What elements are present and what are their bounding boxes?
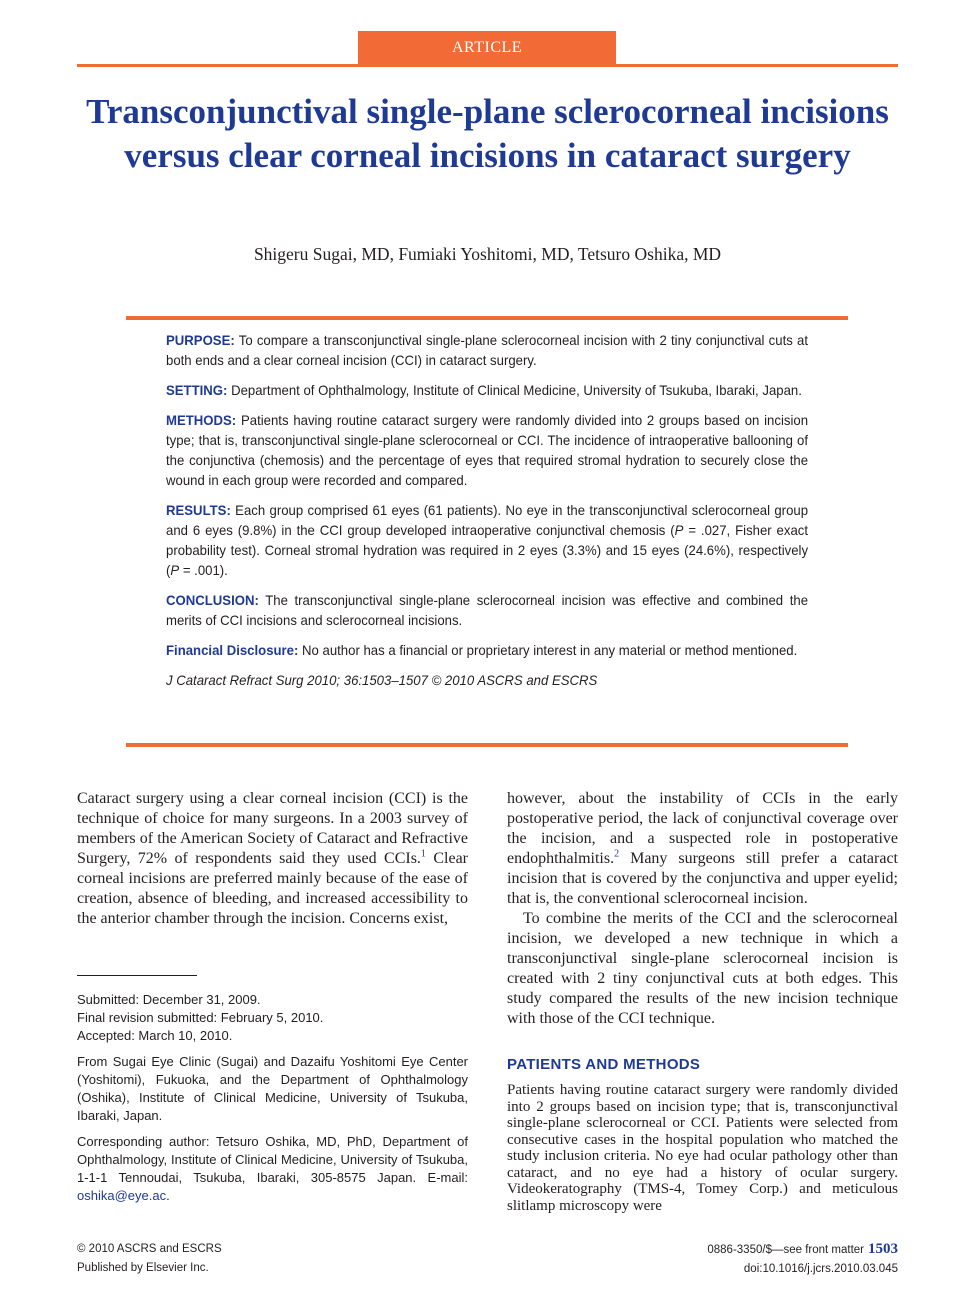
setting-text: Department of Ophthalmology, Institute of Clinical Medicine, University of Tsukuba, Ibaraki, Japan. — [231, 382, 802, 398]
abstract-purpose — [166, 330, 808, 370]
results-text-1: Each group comprised 61 eyes (61 patients). No eye in the transconjunctival sclerocorneal group and 6 eyes (9.8%) in the CCI group developed intraoperative conjunctival chemosis ( — [166, 502, 809, 538]
results-text-2: = .027, Fisher exact probability test). Corneal stromal hydration was required in 2 eyes (3.3%) and 15 eyes (24.6%), respectively ( — [166, 522, 809, 578]
affiliation-note: From Sugai Eye Clinic (Sugai) and Dazaifu Yoshitomi Eye Center (Yoshitomi), Fukuoka, and the Department of Ophthalmology (Oshika), Institute of Clinical Medicine, University of Tsukuba, Ibaraki, Japan. — [77, 1054, 468, 1123]
corresponding-author — [77, 1133, 468, 1205]
email-suffix: . — [166, 1188, 170, 1203]
methods-text: Patients having routine cataract surgery were randomly divided into 2 groups based on incision type; that is, transconjunctival single-plane sclerocorneal or CCI. The incidence of intraoperative ballooning of the conjunctiva (chemosis) and the percentage of eyes that required stromal hydration to securely close the wound in each group were recorded and compared. — [166, 412, 809, 488]
intro-continued — [507, 789, 898, 909]
disclosure-label: Financial Disclosure: — [166, 642, 299, 658]
abstract-conclusion — [166, 590, 808, 630]
footnotes — [77, 991, 468, 1205]
methods-label: METHODS: — [166, 412, 237, 428]
purpose-label: PURPOSE: — [166, 332, 235, 348]
footer-right — [707, 1240, 898, 1279]
abstract-bottom-rule — [126, 743, 848, 747]
intro-cont-text-a: however, about the instability of CCIs in the early postoperative period, the lack of conjunctival coverage over the incision, and a suspected role in postoperative endophthalmitis. — [507, 790, 898, 867]
section-heading: PATIENTS AND METHODS — [507, 1056, 701, 1073]
email-link[interactable]: oshika@eye.ac — [77, 1188, 167, 1203]
abstract-results — [166, 500, 808, 580]
methods-paragraph: Patients having routine cataract surgery were randomly divided into 2 groups based on incision type; that is, transconjunctival single-plane sclerocorneal or CCI. Patients were selected from consecutive cases in the hospital population who matched the study inclusion criteria. No eye had ocular pathology other than cataract, and no eye had a history of ocular surgery. Videokeratography (TMS-4, Tomey Corp.) and meticulous slitlamp microscopy were — [507, 1082, 898, 1214]
conclusion-text: The transconjunctival single-plane sclerocorneal incision was effective and combined the merits of CCI incisions and sclerocorneal incisions. — [166, 592, 809, 628]
body-left-column — [77, 789, 468, 929]
copyright: © 2010 ASCRS and ESCRS — [77, 1243, 222, 1255]
article-title: Transconjunctival single-plane sclerocorneal incisions versus clear corneal incisions in cataract surgery — [86, 92, 889, 175]
purpose-text: To compare a transconjunctival single-plane sclerocorneal incision with 2 tiny conjunctival cuts at both ends and a clear corneal incision (CCI) in cataract surgery. — [166, 332, 809, 368]
footer-left — [77, 1240, 222, 1278]
p-value-symbol: P — [674, 522, 684, 538]
intro-text-a: Cataract surgery using a clear corneal incision (CCI) is the technique of choice for many surgeons. In a 2003 survey of members of the American Society of Cataract and Refractive Surgery, 72% of respondents said they used CCIs. — [77, 790, 468, 867]
results-label: RESULTS: — [166, 502, 231, 518]
publisher: Published by Elsevier Inc. — [77, 1262, 209, 1274]
page-number: 1503 — [868, 1241, 898, 1257]
abstract-methods — [166, 410, 808, 490]
journal-citation: J Cataract Refract Surg 2010; 36:1503–1507 © 2010 ASCRS and ESCRS — [166, 672, 598, 688]
body-right-column — [507, 789, 898, 1029]
submission-dates — [77, 991, 468, 1045]
issn: 0886-3350/$—see front matter — [707, 1244, 864, 1256]
revision-date: Final revision submitted: February 5, 2010. — [77, 1010, 324, 1025]
doi[interactable]: doi:10.1016/j.jcrs.2010.03.045 — [743, 1263, 898, 1275]
aim-paragraph: To combine the merits of the CCI and the sclerocorneal incision, we developed a new technique in which a transconjunctival single-plane sclerocorneal incision is created with 2 tiny conjunctival cuts at both edges. This study compared the results of the new incision technique with those of the CCI technique. — [507, 910, 898, 1027]
reference-2-link[interactable]: 2 — [614, 848, 620, 860]
intro-cont-text-b: Many surgeons still prefer a cataract incision that is covered by the conjunctiva and upper eyelid; that is, the conventional sclerocorneal incision. — [507, 850, 898, 907]
submitted-date: Submitted: December 31, 2009. — [77, 992, 261, 1007]
reference-1-link[interactable]: 1 — [420, 848, 426, 860]
setting-label: SETTING: — [166, 382, 228, 398]
conclusion-label: CONCLUSION: — [166, 592, 259, 608]
accepted-date: Accepted: March 10, 2010. — [77, 1028, 233, 1043]
abstract-top-rule — [126, 316, 848, 320]
author-list: Shigeru Sugai, MD, Fumiaki Yoshitomi, MD, Tetsuro Oshika, MD — [253, 244, 722, 264]
abstract-disclosure — [166, 640, 808, 660]
article-section-tab: ARTICLE — [358, 31, 616, 65]
footnote-rule — [77, 975, 197, 976]
results-text-3: = .001). — [179, 562, 228, 578]
p-value-symbol: P — [170, 562, 180, 578]
intro-text-b: Clear corneal incisions are preferred mainly because of the ease of creation, absence of bleeding, and increased accessibility to the anterior chamber through the incision. Concerns exist, — [77, 850, 468, 927]
corresponding-text: Corresponding author: Tetsuro Oshika, MD, PhD, Department of Ophthalmology, Institute of Clinical Medicine, University of Tsukuba, 1-1-1 Tennoudai, Tsukuba, Ibaraki, 305-8575 Japan. E-mail: — [77, 1134, 468, 1185]
issn-line — [707, 1240, 898, 1260]
abstract-setting — [166, 380, 808, 400]
disclosure-text: No author has a financial or proprietary interest in any material or method mentioned. — [302, 642, 798, 658]
intro-paragraph — [77, 789, 468, 929]
header-rule — [77, 64, 898, 67]
abstract — [166, 330, 808, 700]
